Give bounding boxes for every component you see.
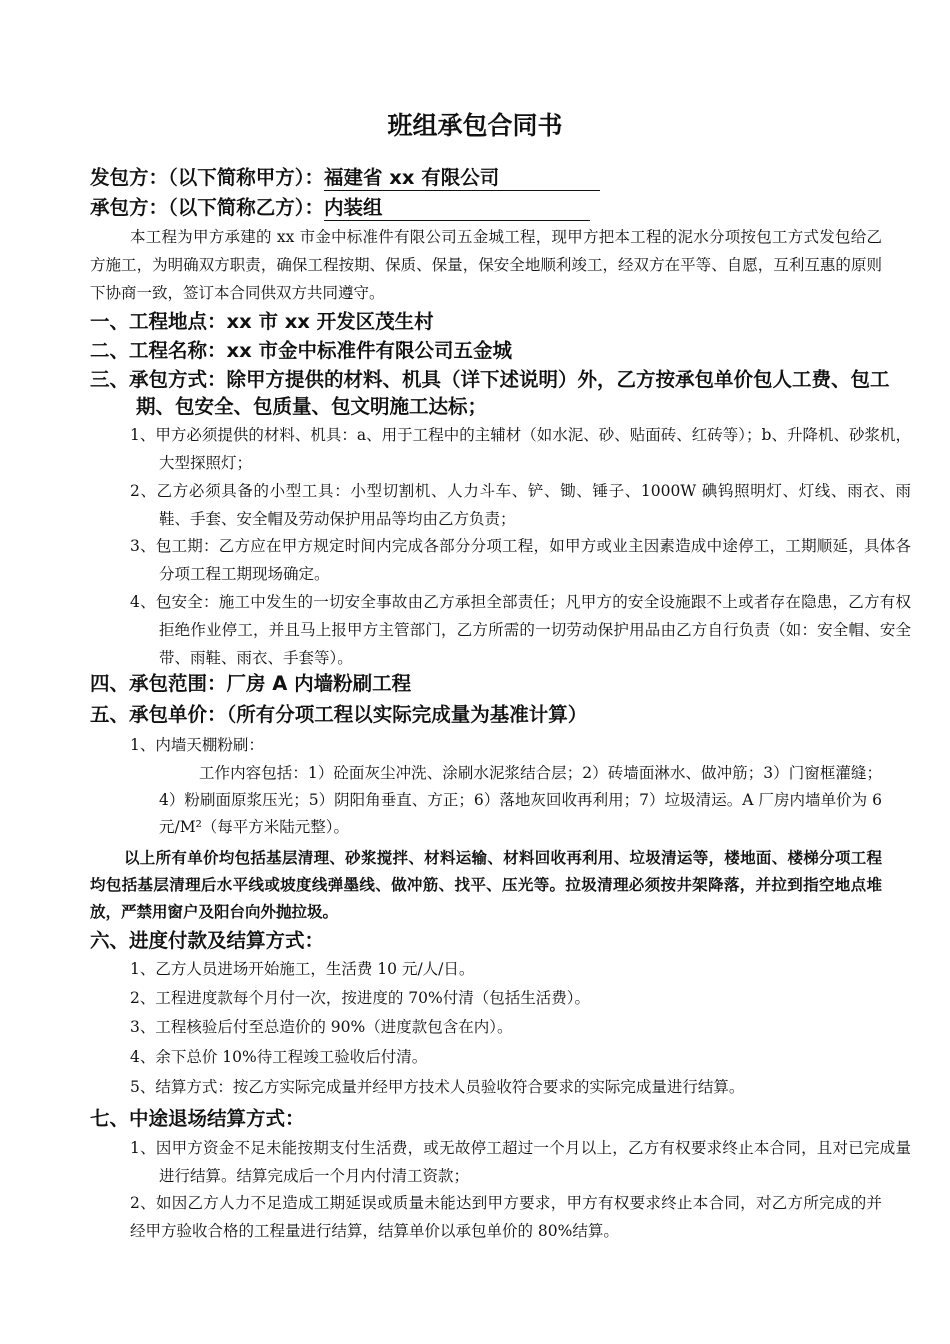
section-6-item: 2、工程进度款每个月付一次，按进度的 70%付清（包括生活费）。 xyxy=(130,989,590,1007)
work-content-paragraph: 工作内容包括：1）砼面灰尘冲洗、涂刷水泥浆结合层；2）砖墙面淋水、做冲筋；3）门窗框灌缝；4）粉刷面原浆压光；5）阴阳角垂直、方正；6）落地灰回收再利用；7）垃圾清运。A 厂房内墙单价为 6 元/M²（每平方米陆元整）。 xyxy=(159,764,882,836)
party-b-value: 内装组 xyxy=(324,196,590,221)
section-1-heading: 一、工程地点：xx 市 xx 开发区茂生村 xyxy=(90,310,434,333)
party-a-value: 福建省 xx 有限公司 xyxy=(324,166,600,191)
party-b-label: 承包方：（以下简称乙方）： xyxy=(90,196,325,219)
section-3-item: 4、包安全：施工中发生的一切安全事故由乙方承担全部责任；凡甲方的安全设施跟不上或者存在隐患，乙方有权拒绝作业停工，并且马上报甲方主管部门，乙方所需的一切劳动保护用品由乙方自行负责（如：安全帽、安全带、雨鞋、雨衣、手套等）。 xyxy=(130,593,911,667)
section-3-item: 3、包工期：乙方应在甲方规定时间内完成各部分分项工程，如甲方或业主因素造成中途停工，工期顺延，具体各分项工程工期现场确定。 xyxy=(130,537,911,583)
party-b-line xyxy=(90,192,590,221)
section-6-item: 4、余下总价 10%待工程竣工验收后付清。 xyxy=(130,1048,428,1066)
pricing-note-paragraph: 以上所有单价均包括基层清理、砂浆搅拌、材料运输、材料回收再利用、垃圾清运等，楼地面、楼梯分项工程均包括基层清理后水平线或坡度线弹墨线、做冲筋、找平、压光等。拉圾清理必须按井架降落，并拉到指空地点堆放，严禁用窗户及阳台向外抛拉圾。 xyxy=(90,848,882,921)
party-a-label: 发包方：（以下简称甲方）： xyxy=(90,166,325,189)
section-2-heading: 二、工程名称：xx 市金中标准件有限公司五金城 xyxy=(90,339,512,362)
section-4-heading: 四、承包范围：厂房 A 内墙粉刷工程 xyxy=(90,672,412,695)
section-7-heading: 七、中途退场结算方式： xyxy=(90,1107,305,1130)
party-a-line xyxy=(90,162,600,191)
section-3-item: 2、乙方必须具备的小型工具：小型切割机、人力斗车、铲、锄、锤子、1000W 碘钨照明灯、灯线、雨衣、雨鞋、手套、安全帽及劳动保护用品等均由乙方负责； xyxy=(130,482,911,528)
section-6-heading: 六、进度付款及结算方式： xyxy=(90,929,325,952)
section-3-heading: 三、承包方式：除甲方提供的材料、机具（详下述说明）外，乙方按承包单价包人工费、包工期、包安全、包质量、包文明施工达标； xyxy=(90,368,890,418)
section-6-item: 3、工程核验后付至总造价的 90%（进度款包含在内）。 xyxy=(130,1018,513,1036)
section-3-item: 1、甲方必须提供的材料、机具：a、用于工程中的主辅材（如水泥、砂、贴面砖、红砖等）；b、升降机、砂浆机，大型探照灯； xyxy=(130,426,911,472)
section-5-heading: 五、承包单价：（所有分项工程以实际完成量为基准计算） xyxy=(90,703,588,726)
document-title: 班组承包合同书 xyxy=(387,111,563,140)
section-6-item: 1、乙方人员进场开始施工，生活费 10 元/人/日。 xyxy=(130,960,475,978)
section-7-item: 2、如因乙方人力不足造成工期延误或质量未能达到甲方要求，甲方有权要求终止本合同，对乙方所完成的并经甲方验收合格的工程量进行结算，结算单价以承包单价的 80%结算。 xyxy=(130,1194,882,1240)
section-5-item: 1、内墙天棚粉刷： xyxy=(130,736,264,754)
section-6-item: 5、结算方式：按乙方实际完成量并经甲方技术人员验收符合要求的实际完成量进行结算。 xyxy=(130,1078,745,1096)
section-7-item: 1、因甲方资金不足未能按期支付生活费，或无故停工超过一个月以上，乙方有权要求终止本合同，且对已完成量进行结算。结算完成后一个月内付清工资款； xyxy=(130,1139,911,1185)
intro-paragraph: 本工程为甲方承建的 xx 市金中标准件有限公司五金城工程，现甲方把本工程的泥水分项按包工方式发包给乙方施工，为明确双方职责，确保工程按期、保质、保量，保安全地顺利竣工，经双方在平等、自愿，互利互惠的原则下协商一致，签订本合同供双方共同遵守。 xyxy=(90,228,882,302)
